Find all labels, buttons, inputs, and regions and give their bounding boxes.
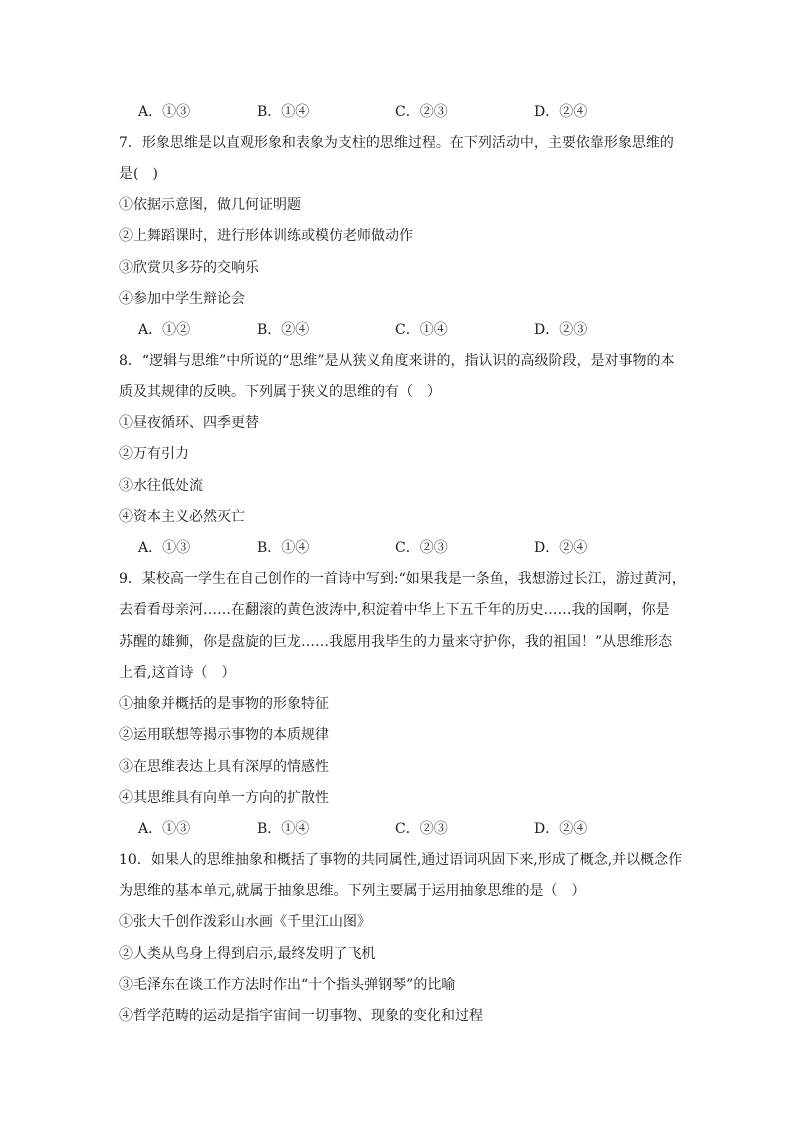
q9-item-3: ③在思维表达上具有深厚的情感性 (119, 759, 329, 775)
q9-item-4: ④其思维具有向单一方向的扩散性 (119, 790, 329, 806)
q7-option-a[interactable]: A．①② (138, 322, 191, 338)
q8-item-2: ②万有引力 (119, 446, 189, 462)
q10-item-4: ④哲学范畴的运动是指宇宙间一切事物、现象的变化和过程 (119, 1008, 483, 1024)
q10-item-1: ①张大千创作泼彩山水画《千里江山图》 (119, 914, 371, 930)
q6-option-b[interactable]: B．①④ (257, 104, 310, 120)
q8-stem-line-1: 8．“逻辑与思维”中所说的“思维”是从狭义角度来讲的，指认识的高级阶段，是对事物的本 (119, 353, 675, 369)
q7-item-1: ①依据示意图，做几何证明题 (119, 197, 301, 213)
q8-option-d[interactable]: D．②④ (534, 540, 588, 556)
q8-item-1: ①昼夜循环、四季更替 (119, 415, 259, 431)
q6-option-d[interactable]: D．②④ (534, 104, 588, 120)
q8-stem-line-2: 质及其规律的反映。下列属于狭义的思维的有（ ） (119, 384, 441, 400)
q10-item-2: ②人类从鸟身上得到启示,最终发明了飞机 (119, 946, 376, 962)
q9-stem-line-4: 上看,这首诗（ ） (119, 665, 236, 681)
q9-option-d[interactable]: D．②④ (534, 821, 588, 837)
q7-option-c[interactable]: C．①④ (395, 322, 448, 338)
q6-option-c[interactable]: C．②③ (395, 104, 448, 120)
q8-option-b[interactable]: B．①④ (257, 540, 310, 556)
q9-stem-line-1: 9．某校高一学生在自己创作的一首诗中写到:“如果我是一条鱼，我想游过长江，游过黄河， (119, 571, 686, 587)
q6-option-a[interactable]: A．①③ (138, 104, 191, 120)
q9-option-a[interactable]: A．①③ (138, 821, 191, 837)
q7-item-2: ②上舞蹈课时，进行形体训练或模仿老师做动作 (119, 228, 413, 244)
q9-option-c[interactable]: C．②③ (395, 821, 448, 837)
q9-option-b[interactable]: B．①④ (257, 821, 310, 837)
q8-item-3: ③水往低处流 (119, 478, 203, 494)
q8-option-a[interactable]: A．①③ (138, 540, 191, 556)
q7-stem-line-1: 7．形象思维是以直观形象和表象为支柱的思维过程。在下列活动中，主要依靠形象思维的 (119, 135, 674, 151)
q8-item-4: ④资本主义必然灭亡 (119, 509, 245, 525)
q7-item-4: ④参加中学生辩论会 (119, 291, 245, 307)
q7-option-d[interactable]: D．②③ (534, 322, 588, 338)
q10-stem-line-1: 10．如果人的思维抽象和概括了事物的共同属性,通过语词巩固下来,形成了概念,并以概念作 (119, 852, 683, 868)
q9-item-1: ①抽象并概括的是事物的形象特征 (119, 696, 329, 712)
q7-stem-line-2: 是( ) (119, 166, 158, 182)
q9-item-2: ②运用联想等揭示事物的本质规律 (119, 727, 329, 743)
q7-item-3: ③欣赏贝多芬的交响乐 (119, 260, 259, 276)
q7-option-b[interactable]: B．②④ (257, 322, 310, 338)
q9-stem-line-3: 苏醒的雄狮，你是盘旋的巨龙……我愿用我毕生的力量来守护你，我的祖国！”从思维形态 (119, 634, 673, 650)
q8-option-c[interactable]: C．②③ (395, 540, 448, 556)
q10-item-3: ③毛泽东在谈工作方法时作出“十个指头弹钢琴”的比喻 (119, 977, 456, 993)
q9-stem-line-2: 去看看母亲河……在翻滚的黄色波涛中,积淀着中华上下五千年的历史……我的国啊，你是 (119, 602, 670, 618)
q10-stem-line-2: 为思维的基本单元,就属于抽象思维。下列主要属于运用抽象思维的是（ ） (119, 883, 586, 899)
